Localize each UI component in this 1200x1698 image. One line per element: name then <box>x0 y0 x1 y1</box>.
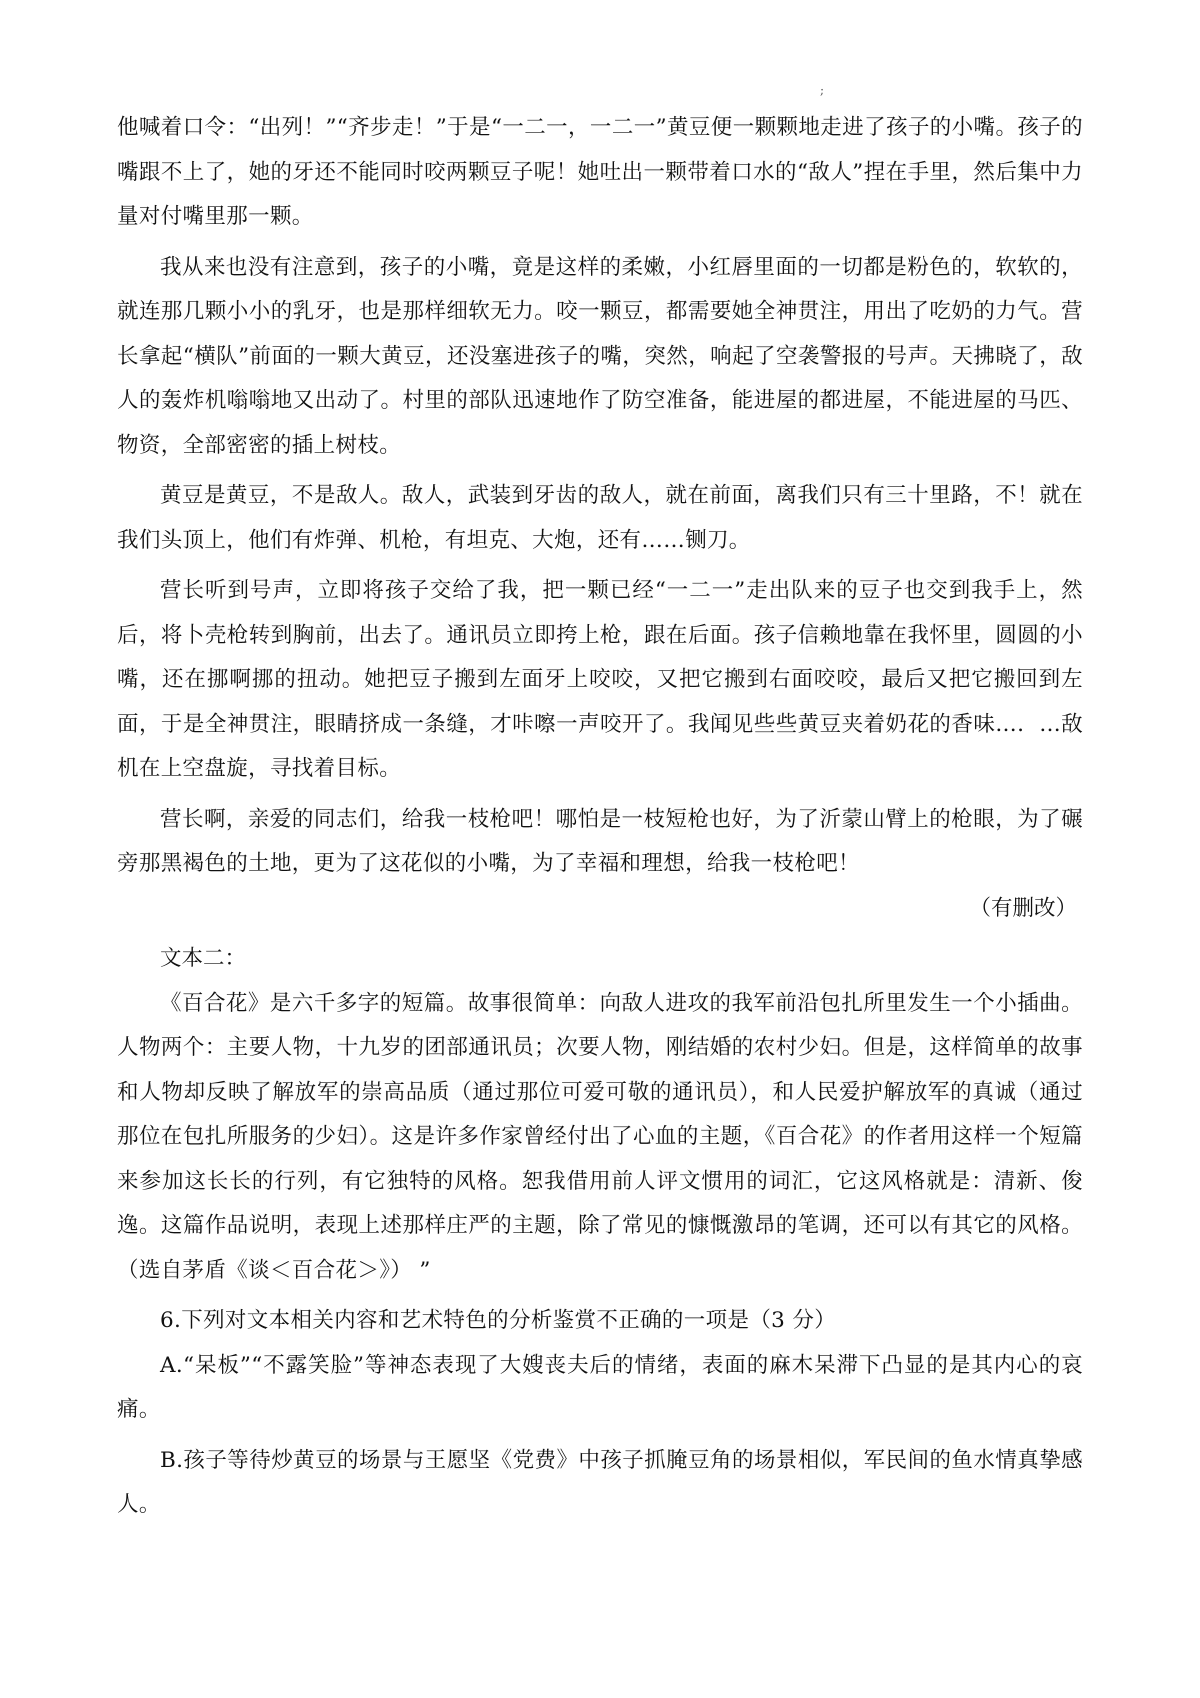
page-mark: ; <box>820 83 825 97</box>
passage-paragraph-4: 营长听到号声，立即将孩子交给了我，把一颗已经“一二一”走出队来的豆子也交到我手上，然后，将卜壳枪转到胸前，出去了。通讯员立即挎上枪，跟在后面。孩子信赖地靠在我怀里，圆圆的小嘴，还在挪啊挪的扭动。她把豆子搬到左面牙上咬咬，又把它搬到右面咬咬，最后又把它搬回到左面，于是全神贯注，眼睛挤成一条缝，才咔嚓一声咬开了。我闻见些些黄豆夹着奶花的香味…．…敌机在上空盘旋，寻找着目标。 <box>117 578 1083 781</box>
passage-paragraph-5: 营长啊，亲爱的同志们，给我一枝枪吧！哪怕是一枝短枪也好，为了沂蒙山臂上的枪眼，为了碾旁那黑褐色的土地，更为了这花似的小嘴，为了幸福和理想，给我一枝枪吧！ <box>117 806 1083 876</box>
passage-paragraph-1: 他喊着口令：“出列！”“齐步走！”于是“一二一，一二一”黄豆便一颗颗地走进了孩子的小嘴。孩子的嘴跟不上了，她的牙还不能同时咬两颗豆子呢！她吐出一颗带着口水的“敌人”捏在手里，然后集中力量对付嘴里那一颗。 <box>117 115 1083 229</box>
passage-paragraph-3: 黄豆是黄豆，不是敌人。敌人，武装到牙齿的敌人，就在前面，离我们只有三十里路，不！就在我们头顶上，他们有炸弹、机枪，有坦克、大炮，还有……铡刀。 <box>117 483 1083 553</box>
question-6: 6.下列对文本相关内容和艺术特色的分析鉴赏不正确的一项是（3 分） <box>160 1308 837 1333</box>
revision-note: （有删改） <box>969 895 1077 921</box>
document-page <box>117 106 1083 1528</box>
text2-label: 文本二： <box>160 946 247 971</box>
option-a: A.“呆板”“不露笑脸”等神态表现了大嫂丧夫后的情绪，表面的麻木呆滞下凸显的是其内心的哀痛。 <box>117 1352 1083 1422</box>
text2-body: 《百合花》是六千多字的短篇。故事很简单：向敌人进攻的我军前沿包扎所里发生一个小插曲。人物两个：主要人物，十九岁的团部通讯员；次要人物，刚结婚的农村少妇。但是，这样简单的故事和人物却反映了解放军的崇高品质（通过那位可爱可敬的通讯员），和人民爱护解放军的真诚（通过那位在包扎所服务的少妇）。这是许多作家曾经付出了心血的主题，《百合花》的作者用这样一个短篇来参加这长长的行列，有它独特的风格。恕我借用前人评文惯用的词汇，它这风格就是：清新、俊逸。这篇作品说明，表现上述那样庄严的主题，除了常见的慷慨激昂的笔调，还可以有其它的风格。 （选自茅盾《谈＜百合花＞》） ” <box>117 990 1083 1283</box>
passage-paragraph-2: 我从来也没有注意到，孩子的小嘴，竟是这样的柔嫩，小红唇里面的一切都是粉色的，软软的，就连那几颗小小的乳牙，也是那样细软无力。咬一颗豆，都需要她全神贯注，用出了吃奶的力气。营长拿起“横队”前面的一颗大黄豆，还没塞进孩子的嘴，突然，响起了空袭警报的号声。天拂晓了，敌人的轰炸机嗡嗡地又出动了。村里的部队迅速地作了防空准备，能进屋的都进屋，不能进屋的马匹、物资，全部密密的插上树枝。 <box>117 254 1083 458</box>
option-b: B.孩子等待炒黄豆的场景与王愿坚《党费》中孩子抓腌豆角的场景相似，军民间的鱼水情真挚感人。 <box>117 1447 1083 1517</box>
